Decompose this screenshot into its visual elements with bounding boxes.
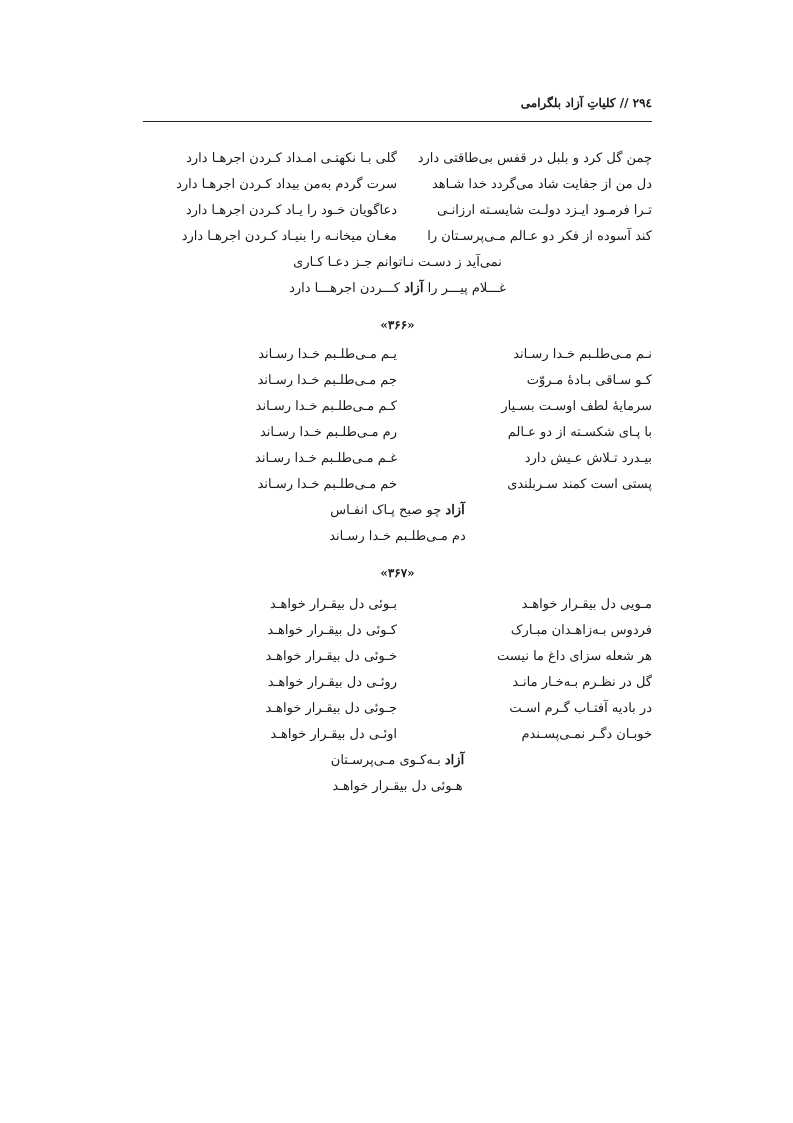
verse-second-hemistich: خم مـی‌طلـبم خـدا رسـاند [257,477,397,492]
poet-pen-name: آزاد [445,503,465,518]
verse-second-hemistich: بـوئی دل بیقـرار خواهـد [269,597,397,612]
verse-second-hemistich: رم مـی‌طلـبم خـدا رسـاند [259,425,397,440]
verse-first-hemistich: در بادیه آفتـاب گـرم اسـت [509,701,652,716]
verse-first-hemistich: هر شعله سزای داغ ما نیست [497,649,652,664]
closing-verse-line [143,280,652,298]
verse-first-hemistich: گل در نظـرم بـه‌خـار مانـد [512,675,652,690]
verse-first-hemistich: بیـدرد تـلاش عـیش دارد [524,451,652,466]
poet-pen-name: آزاد [444,753,465,768]
verse-second-hemistich: غـم مـی‌طلـبم خـدا رسـاند [255,451,397,466]
verse-text: هـوئی دل بیقـرار خواهـد [332,779,463,794]
verse-text: دم مـی‌طلـبم خـدا رسـاند [329,529,466,544]
poet-pen-name: آزاد [404,281,424,296]
verse-first-hemistich: چمن گل کرد و بلبل در قفس بی‌طاقتی دارد [417,151,652,166]
closing-verse-line [143,502,652,520]
verse-text: غـــلام پیـــر را [427,281,506,296]
verse-first-hemistich: سرمایهٔ لطف اوسـت بسـیار [501,399,652,414]
verse-second-hemistich: گلی بـا نکهتـی امـداد کـردن اجرهـا دارد [186,151,397,166]
verse-second-hemistich: کـوئی دل بیقـرار خواهـد [267,623,397,638]
verse-second-hemistich: اوئـی دل بیقـرار خواهـد [270,727,397,742]
verse-first-hemistich: کـو سـاقی بـادهٔ مـروّت [526,373,652,388]
verse-second-hemistich: سرت گردم به‌من بیداد کـردن اجرهـا دارد [176,177,397,192]
verse-second-hemistich: کـم مـی‌طلـبم خـدا رسـاند [255,399,397,414]
verse-first-hemistich: با پـای شکسـته از دو عـالم [507,425,652,440]
verse-first-hemistich: مـویی دل بیقـرار خواهـد [521,597,652,612]
closing-verse-line [143,778,652,796]
closing-verse-line [143,254,652,272]
page-header [143,96,652,118]
verse-first-hemistich: تـرا فرمـود ایـزد دولـت شایسـته ارزانـی [437,203,652,218]
running-head [521,96,652,110]
verse-second-hemistich: جم مـی‌طلـبم خـدا رسـاند [257,373,397,388]
book-title: کلیاتِ آزاد بلگرامی [520,96,616,110]
ghazal-number: «۳۶۶» [380,318,415,332]
verse-second-hemistich: یـم مـی‌طلـبم خـدا رسـاند [258,347,397,362]
page-number: ۲۹٤ [632,96,652,110]
verse-first-hemistich: فردوس بـه‌زاهـدان مبـارک [510,623,652,638]
verse-second-hemistich: روئـی دل بیقـرار خواهـد [267,675,397,690]
verse-first-hemistich: کند آسوده از فکر دو عـالم مـی‌پرسـتان را [427,229,652,244]
ghazal-number: «۳۶۷» [380,566,415,580]
verse-text: بـه‌کـوی مـی‌پرسـتان [330,753,441,768]
header-rule [143,121,652,122]
verse-second-hemistich: مغـان میخانـه را بنیـاد کـردن اجرهـا دارد [181,229,397,244]
closing-verse-line [143,528,652,546]
verse-second-hemistich: جـوئی دل بیقـرار خواهـد [265,701,397,716]
verse-text: کـــردن اجرهـــا دارد [289,281,400,296]
verse-first-hemistich: دل من از جفایت شاد می‌گردد خدا شـاهد [431,177,652,192]
verse-text: چو صبح پـاک انفـاس [330,503,442,518]
verse-second-hemistich: خـوئی دل بیقـرار خواهـد [265,649,397,664]
verse-second-hemistich: دعاگویان خـود را یـاد کـردن اجرهـا دارد [185,203,397,218]
header-separator: // [619,96,629,110]
verse-first-hemistich: نـم مـی‌طلـبم خـدا رسـاند [513,347,652,362]
closing-verse-line [143,752,652,770]
verse-first-hemistich: خوبـان دگـر نمـی‌پسـندم [521,727,652,742]
verse-first-hemistich: پستی است کمند سـربلندی [507,477,652,492]
verse-text: نمی‌آید ز دسـت نـاتوانم جـز دعـا کـاری [293,255,502,270]
